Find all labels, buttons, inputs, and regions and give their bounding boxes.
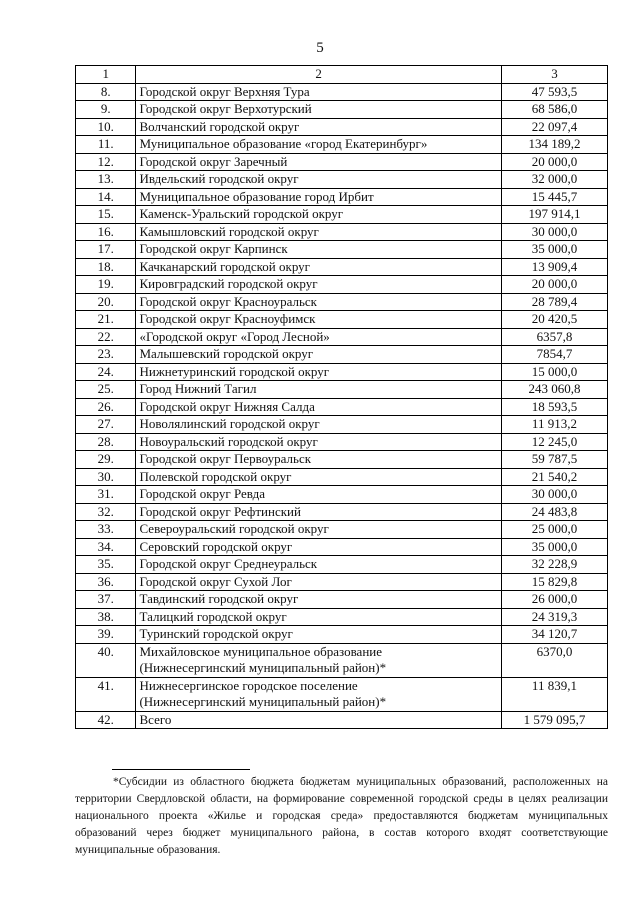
row-number: 38.: [76, 608, 136, 626]
municipality-name-line: Талицкий городской округ: [139, 608, 287, 624]
municipality-name-line: Городской округ Сухой Лог: [139, 573, 292, 589]
municipality-name-line: Полевской городской округ: [139, 468, 292, 484]
municipality-name-line: Камышловский городской округ: [139, 223, 319, 239]
table-row: [76, 451, 608, 469]
municipality-name-line: Городской округ Красноуральск: [139, 293, 317, 309]
subsidy-amount: 13 909,4: [501, 258, 607, 276]
row-number: 28.: [76, 433, 136, 451]
subsidy-amount: 15 000,0: [501, 363, 607, 381]
table-row: [76, 293, 608, 311]
table-row: [76, 118, 608, 136]
municipality-name: [136, 468, 501, 486]
municipality-name: [136, 293, 501, 311]
row-number: 16.: [76, 223, 136, 241]
row-number: 26.: [76, 398, 136, 416]
subsidy-amount: 32 000,0: [501, 171, 607, 189]
subsidy-amount: 30 000,0: [501, 223, 607, 241]
subsidy-amount: 35 000,0: [501, 241, 607, 259]
table-row: [76, 328, 608, 346]
municipality-name-line: Волчанский городской округ: [139, 118, 300, 134]
table-row: [76, 398, 608, 416]
row-number: 34.: [76, 538, 136, 556]
municipality-name: [136, 538, 501, 556]
table-row: [76, 223, 608, 241]
subsidy-amount: 22 097,4: [501, 118, 607, 136]
row-number: 21.: [76, 311, 136, 329]
subsidy-amount: 197 914,1: [501, 206, 607, 224]
municipality-name-line: Новоуральский городской округ: [139, 433, 318, 449]
municipality-name: [136, 241, 501, 259]
footnote-divider: [112, 769, 250, 770]
row-number: 19.: [76, 276, 136, 294]
table-row: [76, 381, 608, 399]
subsidy-amount: 6370,0: [501, 643, 607, 677]
municipality-name: [136, 206, 501, 224]
table-row: [76, 83, 608, 101]
municipality-name: [136, 83, 501, 101]
row-number: 29.: [76, 451, 136, 469]
table-row: [76, 468, 608, 486]
subsidy-amount: 20 000,0: [501, 153, 607, 171]
subsidy-amount: 20 420,5: [501, 311, 607, 329]
row-number: 39.: [76, 626, 136, 644]
row-number: 41.: [76, 677, 136, 711]
table-row: [76, 416, 608, 434]
row-number: 24.: [76, 363, 136, 381]
row-number: 11.: [76, 136, 136, 154]
row-number: 23.: [76, 346, 136, 364]
table-row: [76, 608, 608, 626]
municipality-name: [136, 258, 501, 276]
municipality-name-line: Североуральский городской округ: [139, 521, 329, 536]
municipality-name-line: Серовский городской округ: [139, 538, 293, 554]
municipality-name-line: Муниципальное образование «город Екатеринбург»: [139, 136, 428, 151]
municipality-name-line: Городской округ Первоуральск: [139, 451, 312, 466]
row-number: 30.: [76, 468, 136, 486]
table-row: [76, 363, 608, 381]
municipality-name: [136, 556, 501, 574]
subsidy-amount: 68 586,0: [501, 101, 607, 119]
subsidy-amount: 25 000,0: [501, 521, 607, 539]
row-number: 8.: [76, 83, 136, 101]
subsidy-amount: 1 579 095,7: [501, 711, 607, 729]
row-number: 40.: [76, 643, 136, 677]
subsidy-amount: 18 593,5: [501, 398, 607, 416]
row-number: 37.: [76, 591, 136, 609]
subsidy-amount: 24 319,3: [501, 608, 607, 626]
table-row: [76, 711, 608, 729]
municipality-name: [136, 433, 501, 451]
row-number: 22.: [76, 328, 136, 346]
subsidy-amount: 15 445,7: [501, 188, 607, 206]
municipality-name: [136, 711, 501, 729]
municipality-name-line: Городской округ Ревда: [139, 486, 265, 501]
table-body: [76, 83, 608, 729]
table-row: [76, 206, 608, 224]
municipality-name-line: Городской округ Карпинск: [139, 241, 288, 256]
subsidy-amount: 11 839,1: [501, 677, 607, 711]
municipality-name-line: Михайловское муниципальное образование: [139, 643, 383, 659]
municipality-name-line: Ивдельский городской округ: [139, 171, 299, 186]
table-row: [76, 433, 608, 451]
table-row: [76, 258, 608, 276]
municipality-name: [136, 171, 501, 189]
municipality-name-line-2: (Нижнесергинский муниципальный район)*: [139, 694, 387, 709]
municipality-name: [136, 136, 501, 154]
municipality-name-line: Городской округ Верхняя Тура: [139, 83, 310, 99]
municipality-name-line: Туринский городской округ: [139, 626, 293, 641]
subsidy-amount: 59 787,5: [501, 451, 607, 469]
table-row: [76, 521, 608, 539]
table-row: [76, 188, 608, 206]
table-row: [76, 556, 608, 574]
municipality-name: [136, 573, 501, 591]
municipality-name-line: Нижнетуринский городской округ: [139, 363, 330, 379]
municipality-name-line-2: (Нижнесергинский муниципальный район)*: [139, 660, 387, 675]
row-number: 32.: [76, 503, 136, 521]
municipality-name: [136, 486, 501, 504]
table-row: [76, 643, 608, 677]
subsidy-amount: 20 000,0: [501, 276, 607, 294]
municipality-name-line: Нижнесергинское городское поселение: [139, 677, 358, 693]
table-row: [76, 503, 608, 521]
subsidy-amount: 30 000,0: [501, 486, 607, 504]
municipality-name: [136, 608, 501, 626]
municipality-name: [136, 416, 501, 434]
row-number: 14.: [76, 188, 136, 206]
subsidy-amount: 134 189,2: [501, 136, 607, 154]
row-number: 35.: [76, 556, 136, 574]
row-number: 36.: [76, 573, 136, 591]
table-row: [76, 153, 608, 171]
row-number: 10.: [76, 118, 136, 136]
municipality-name: [136, 223, 501, 241]
subsidy-amount: 32 228,9: [501, 556, 607, 574]
row-number: 42.: [76, 711, 136, 729]
table-row: [76, 486, 608, 504]
municipality-name: [136, 188, 501, 206]
row-number: 13.: [76, 171, 136, 189]
table-row: [76, 573, 608, 591]
municipality-name: [136, 643, 501, 677]
subsidy-table: [75, 65, 608, 729]
row-number: 12.: [76, 153, 136, 171]
municipality-name: [136, 118, 501, 136]
subsidy-amount: 15 829,8: [501, 573, 607, 591]
municipality-name: [136, 363, 501, 381]
municipality-name-line: Каменск-Уральский городской округ: [139, 206, 344, 221]
subsidy-amount: 7854,7: [501, 346, 607, 364]
municipality-name-line: Новолялинский городской округ: [139, 416, 320, 431]
table-row: [76, 171, 608, 189]
subsidy-amount: 28 789,4: [501, 293, 607, 311]
municipality-name-line: Качканарский городской округ: [139, 258, 310, 274]
row-number: 27.: [76, 416, 136, 434]
table-row: [76, 101, 608, 119]
subsidy-amount: 34 120,7: [501, 626, 607, 644]
table-row: [76, 311, 608, 329]
municipality-name: [136, 503, 501, 521]
municipality-name: [136, 311, 501, 329]
municipality-name: [136, 276, 501, 294]
table-row: [76, 241, 608, 259]
table-row: [76, 276, 608, 294]
column-header-2: 2: [136, 66, 501, 84]
subsidy-amount: 12 245,0: [501, 433, 607, 451]
row-number: 33.: [76, 521, 136, 539]
row-number: 9.: [76, 101, 136, 119]
subsidy-amount: 35 000,0: [501, 538, 607, 556]
subsidy-amount: 6357,8: [501, 328, 607, 346]
municipality-name: [136, 626, 501, 644]
row-number: 31.: [76, 486, 136, 504]
row-number: 15.: [76, 206, 136, 224]
column-header-3: 3: [501, 66, 607, 84]
table-row: [76, 538, 608, 556]
municipality-name-line: Городской округ Верхотурский: [139, 101, 312, 116]
municipality-name-line: Городской округ Рефтинский: [139, 503, 301, 519]
row-number: 17.: [76, 241, 136, 259]
municipality-name-line: Тавдинский городской округ: [139, 591, 299, 606]
subsidy-amount: 11 913,2: [501, 416, 607, 434]
subsidy-amount: 21 540,2: [501, 468, 607, 486]
municipality-name-line: Муниципальное образование город Ирбит: [139, 188, 374, 204]
municipality-name: [136, 398, 501, 416]
municipality-name: [136, 328, 501, 346]
municipality-name: [136, 677, 501, 711]
municipality-name: [136, 153, 501, 171]
table-row: [76, 677, 608, 711]
table-row: [76, 136, 608, 154]
column-header-1: 1: [76, 66, 136, 84]
municipality-name-line: Городской округ Нижняя Салда: [139, 398, 315, 414]
municipality-name: [136, 591, 501, 609]
municipality-name: [136, 451, 501, 469]
table-row: [76, 626, 608, 644]
table-row: [76, 346, 608, 364]
table-row: [76, 591, 608, 609]
row-number: 25.: [76, 381, 136, 399]
municipality-name: [136, 346, 501, 364]
municipality-name-line: Всего: [139, 711, 172, 727]
municipality-name-line: Городской округ Заречный: [139, 153, 288, 169]
municipality-name-line: «Городской округ «Город Лесной»: [139, 328, 330, 344]
row-number: 20.: [76, 293, 136, 311]
municipality-name: [136, 521, 501, 539]
municipality-name: [136, 381, 501, 399]
municipality-name-line: Город Нижний Тагил: [139, 381, 257, 396]
subsidy-amount: 47 593,5: [501, 83, 607, 101]
row-number: 18.: [76, 258, 136, 276]
subsidy-amount: 24 483,8: [501, 503, 607, 521]
municipality-name-line: Городской округ Среднеуральск: [139, 556, 318, 571]
municipality-name-line: Кировградский городской округ: [139, 276, 318, 291]
page-number: 5: [316, 40, 324, 56]
municipality-name-line: Городской округ Красноуфимск: [139, 311, 316, 326]
subsidy-amount: 26 000,0: [501, 591, 607, 609]
footnote: *Субсидии из областного бюджета бюджетам муниципальных образований, расположенных на территории Свердловской области, на формирование современной городской среды в целях реализации национального проекта «Жилье и городская среда» предоставляются бюджетам муниципальных образований через бюджет муниципального района, в состав которого входят соответствующие муниципальные образования.: [75, 776, 608, 856]
municipality-name-line: Малышевский городской округ: [139, 346, 314, 361]
subsidy-amount: 243 060,8: [501, 381, 607, 399]
municipality-name: [136, 101, 501, 119]
table-header-row: [76, 66, 608, 84]
